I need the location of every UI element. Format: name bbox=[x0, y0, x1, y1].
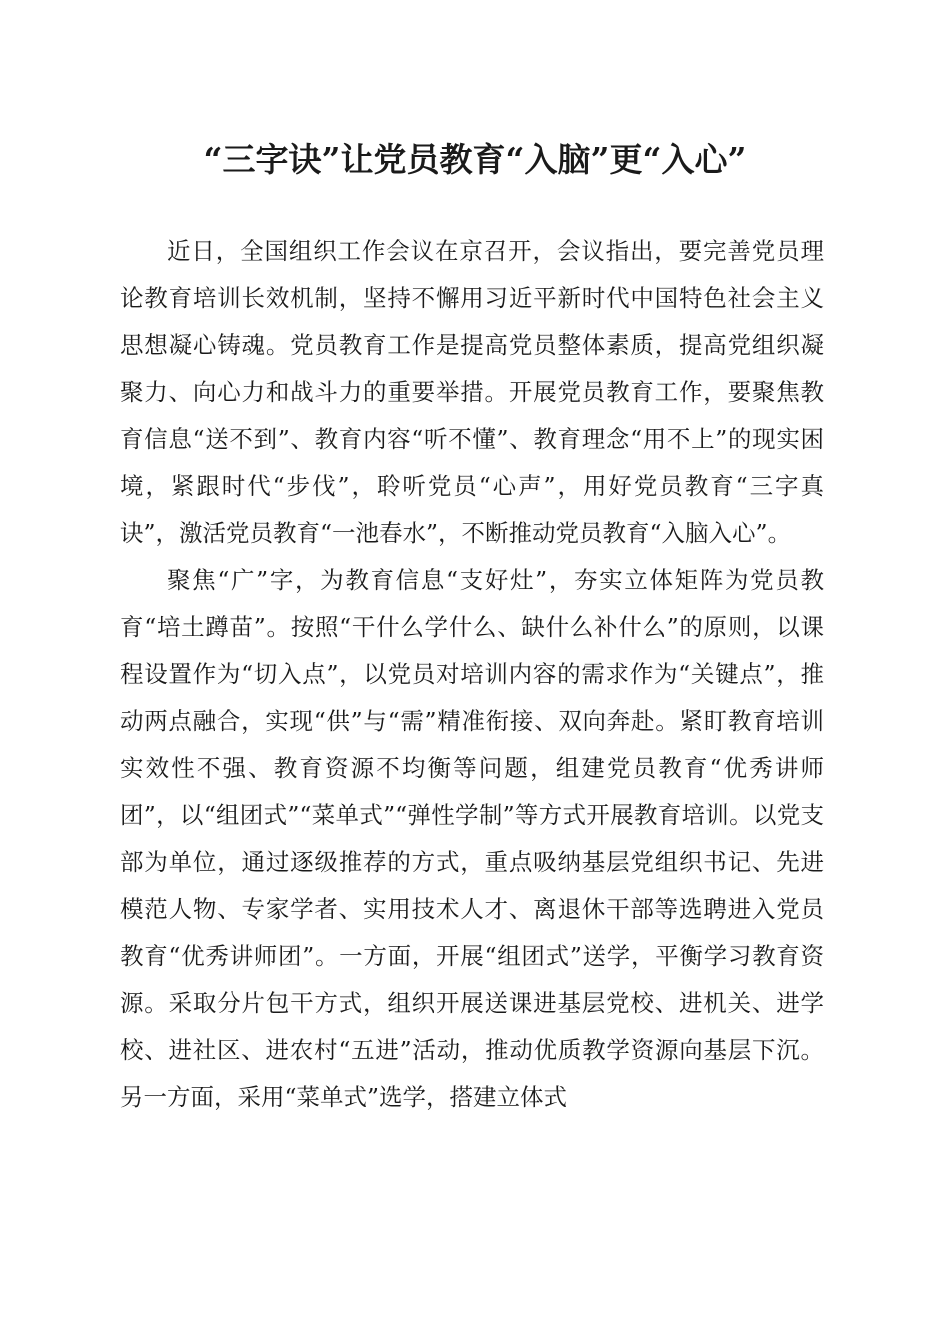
document-body bbox=[120, 228, 824, 1121]
paragraph-intro: 近日，全国组织工作会议在京召开，会议指出，要完善党员理论教育培训长效机制，坚持不懈用习近平新时代中国特色社会主义思想凝心铸魂。党员教育工作是提高党员整体素质，提高党组织凝聚力、向心力和战斗力的重要举措。开展党员教育工作，要聚焦教育信息“送不到”、教育内容“听不懂”、教育理念“用不上”的现实困境，紧跟时代“步伐”，聆听党员“心声”，用好党员教育“三字真诀”，激活党员教育“一池春水”，不断推动党员教育“入脑入心”。 bbox=[120, 237, 824, 547]
document-title: “三字诀”让党员教育“入脑”更“入心” bbox=[203, 140, 747, 179]
paragraph-guang: 聚焦“广”字，为教育信息“支好灶”，夯实立体矩阵为党员教育“培土蹲苗”。按照“干什么学什么、缺什么补什么”的原则，以课程设置作为“切入点”，以党员对培训内容的需求作为“关键点”，推动两点融合，实现“供”与“需”精准衔接、双向奔赴。紧盯教育培训实效性不强、教育资源不均衡等问题，组建党员教育“优秀讲师团”，以“组团式”“菜单式”“弹性学制”等方式开展教育培训。以党支部为单位，通过逐级推荐的方式，重点吸纳基层党组织书记、先进模范人物、专家学者、实用技术人才、离退休干部等选聘进入党员教育“优秀讲师团”。一方面，开展“组团式”送学，平衡学习教育资源。采取分片包干方式，组织开展送课进基层党校、进机关、进学校、进社区、进农村“五进”活动，推动优质教学资源向基层下沉。另一方面，采用“菜单式”选学，搭建立体式 bbox=[120, 566, 824, 1111]
